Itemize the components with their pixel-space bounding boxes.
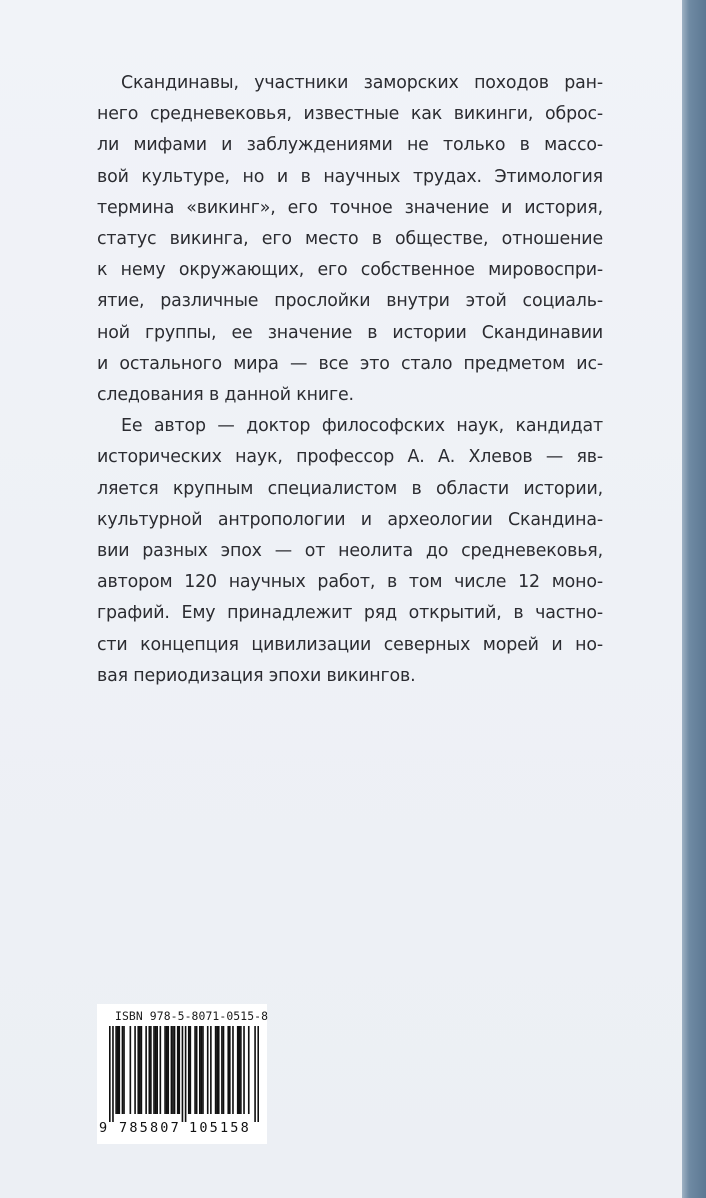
barcode-bar (202, 1026, 204, 1114)
barcode-bar (177, 1026, 179, 1114)
description-line: исторических наук, профессор А. А. Хлевов — яв- (97, 447, 603, 468)
barcode-bar (215, 1026, 217, 1114)
barcode-bar (223, 1026, 225, 1114)
barcode-bar (216, 1026, 218, 1114)
barcode-bar (150, 1026, 152, 1114)
barcode-bar (257, 1026, 259, 1122)
barcode-bar (243, 1026, 245, 1114)
description-line: Скандинавы, участники заморских походов ран- (121, 73, 603, 93)
barcode-bar (153, 1026, 155, 1114)
barcode-bar (227, 1026, 229, 1114)
description-line: и остального мира — все это стало предметом ис- (97, 353, 603, 374)
description-line: ляется крупным специалистом в области истории, (97, 478, 603, 499)
description-line: термина «викинг», его точное значение и история, (97, 197, 603, 218)
barcode-bar (166, 1026, 168, 1114)
barcode-bar (201, 1026, 203, 1114)
spine-edge (682, 0, 706, 1198)
barcode-bar (199, 1026, 201, 1114)
barcode-bar (237, 1026, 239, 1114)
barcode-bar (139, 1026, 141, 1114)
description-line: ной группы, ее значение в истории Скандинавии (97, 322, 603, 343)
barcode-bar (145, 1026, 147, 1114)
description-line: вии разных эпох — от неолита до средневековья, (97, 541, 603, 562)
description-line: вой культуре, но и в научных трудах. Этимология (97, 166, 603, 187)
barcode-bar (167, 1026, 169, 1114)
barcode-bar (254, 1026, 256, 1122)
description-line: ятие, различные прослойки внутри этой социаль- (97, 291, 603, 312)
description-line: автором 120 научных работ, в том числе 12 моно- (97, 572, 603, 593)
book-description (97, 68, 603, 692)
description-line: графий. Ему принадлежит ряд открытий, в частно- (97, 603, 603, 624)
barcode-bars (109, 1026, 259, 1122)
isbn-label: ISBN 978-5-8071-0515-8 (115, 1009, 269, 1023)
description-line: ли мифами и заблуждениями не только в массо- (97, 135, 603, 156)
barcode-bar (115, 1026, 117, 1114)
barcode-bar (117, 1026, 119, 1114)
description-line: к нему окружающих, его собственное мировоспри- (97, 260, 603, 281)
barcode-bar (207, 1026, 209, 1114)
barcode-bar (148, 1026, 150, 1114)
barcode-bar (171, 1026, 173, 1114)
barcode-bar (172, 1026, 174, 1114)
barcode-bar (118, 1026, 120, 1114)
description-line: следования в данной книге. (97, 385, 354, 406)
description-line: статус викинга, его место в обществе, отношение (97, 229, 603, 250)
ean-lead-digit: 9 (99, 1120, 108, 1136)
barcode-bar (112, 1026, 114, 1122)
barcode-bar (196, 1026, 198, 1114)
barcode-bar (218, 1026, 220, 1114)
barcode-bar (155, 1026, 157, 1114)
barcode-bar (141, 1026, 143, 1114)
barcode-bar (229, 1026, 231, 1114)
barcode-bar (130, 1026, 132, 1114)
barcode-bar (210, 1026, 212, 1114)
barcode-bar (188, 1026, 190, 1114)
barcode-bar (137, 1026, 139, 1114)
barcode-bar (221, 1026, 223, 1114)
barcode-bar (160, 1026, 162, 1114)
barcode-bar (178, 1026, 180, 1114)
barcode-bar (185, 1026, 187, 1122)
description-line: сти концепция цивилизации северных морей и но- (97, 634, 603, 655)
description-line: вая периодизация эпохи викингов. (97, 665, 416, 686)
isbn-barcode (97, 1004, 267, 1144)
barcode-bar (164, 1026, 166, 1114)
description-line: культурной антропологии и археологии Скандина- (97, 509, 603, 530)
barcode-bar (232, 1026, 234, 1114)
description-line: него средневековья, известные как викинги, оброс- (97, 104, 603, 125)
barcode-bar (134, 1026, 136, 1114)
ean-digits (97, 1120, 267, 1140)
barcode-bar (240, 1026, 242, 1114)
barcode-bar (122, 1026, 124, 1114)
barcode-bar (194, 1026, 196, 1114)
barcode-bar (182, 1026, 184, 1122)
barcode-bar (156, 1026, 158, 1114)
ean-left-group: 785807 (119, 1120, 181, 1136)
barcode-bar (238, 1026, 240, 1114)
description-paragraph-2 (97, 411, 603, 692)
ean-right-group: 105158 (189, 1120, 251, 1136)
description-paragraph-1 (97, 68, 603, 411)
barcode-bar (123, 1026, 125, 1114)
barcode-bar (190, 1026, 192, 1114)
barcode-bar (248, 1026, 250, 1114)
barcode-bar (109, 1026, 111, 1122)
description-line: Ее автор — доктор философских наук, кандидат (121, 416, 603, 437)
barcode-bar (174, 1026, 176, 1114)
